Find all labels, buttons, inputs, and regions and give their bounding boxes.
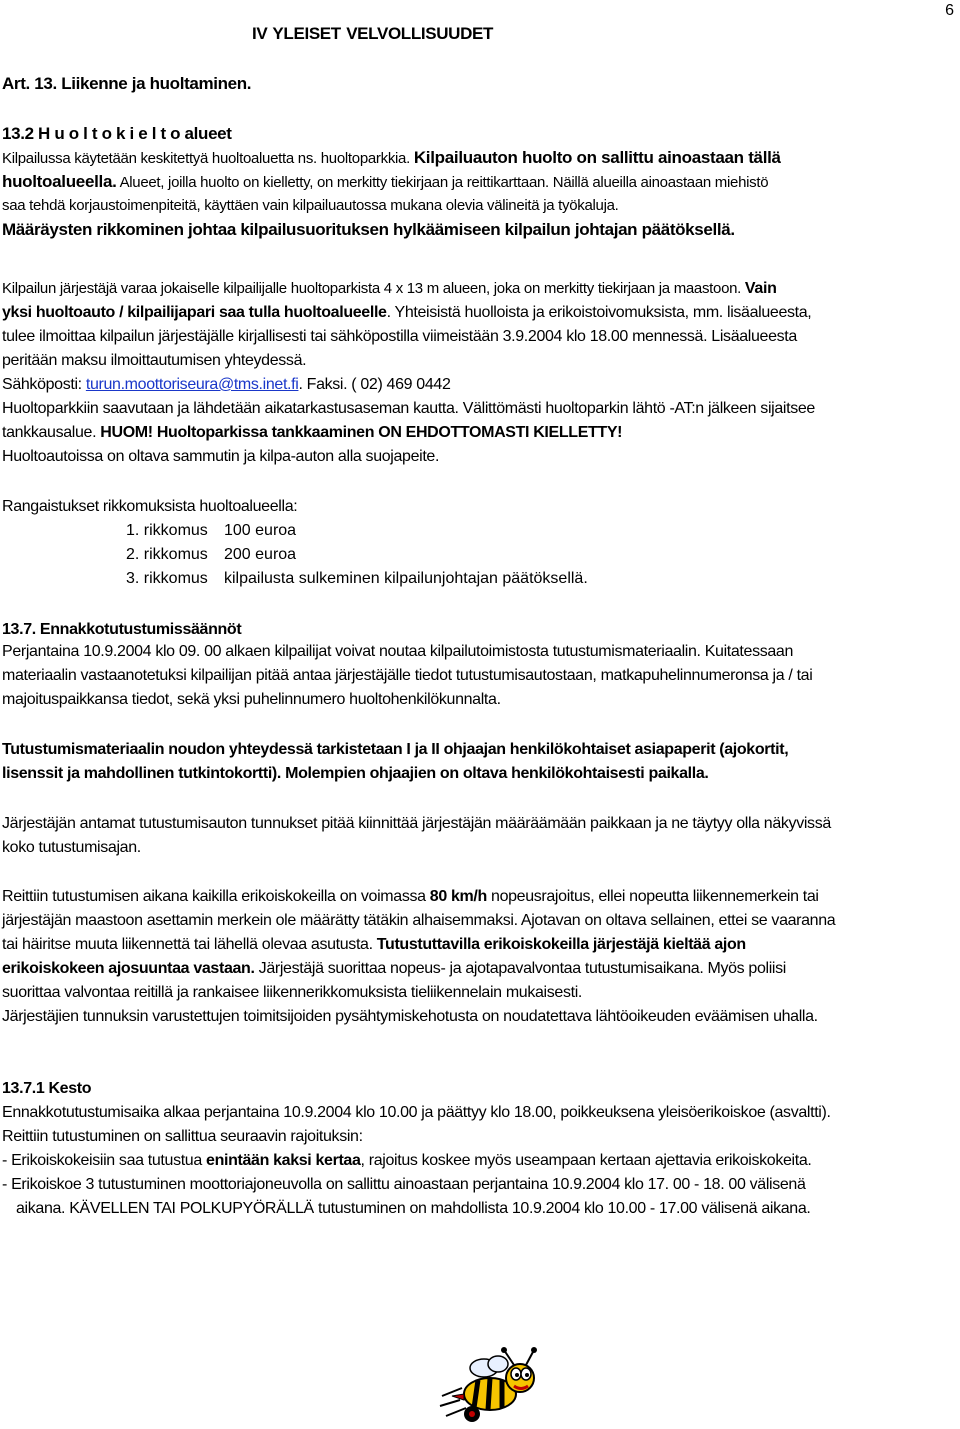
s1371-bullet1: - Erikoiskokeisiin saa tutustua enintään kaksi kertaa, rajoitus koskee myös useampaan kertaan ajettavia erikoiskokeita. [2, 1152, 812, 1169]
s132-p1-line3: saa tehdä korjaustoimenpiteitä, käyttäen vain kilpailuautossa mukana olevia välineitä ja työkaluja. [2, 197, 619, 214]
s137-p2-line1: Tutustumismateriaalin noudon yhteydessä tarkistetaan I ja II ohjaajan henkilökohtaiset asiapaperit (ajokortit, [2, 741, 789, 758]
s132-p2-line1: Kilpailun järjestäjä varaa jokaiselle kilpailijalle huoltoparkista 4 x 13 m alueen, joka on merkitty tiekirjaan ja maastoon. Vain [2, 280, 777, 297]
s137-p3-line1: Järjestäjän antamat tutustumisauton tunnukset pitää kiinnittää järjestäjän määräämään paikkaan ja ne täytyy olla näkyvissä [2, 815, 831, 832]
s132-p2-line2: yksi huoltoauto / kilpailijapari saa tulla huoltoalueelle. Yhteisistä huolloista ja erikoistoivomuksista, mm. lisäalueesta, [2, 304, 812, 321]
section-13-2-heading: 13.2 H u o l t o k i e l t o alueet [2, 124, 232, 143]
s137-p4-line1: Reittiin tutustumisen aikana kaikilla erikoiskokeilla on voimassa 80 km/h nopeusrajoitus, ellei nopeutta liikennemerkein tai [2, 888, 819, 905]
s1371-line1: Ennakkotutustumisaika alkaa perjantaina 10.9.2004 klo 10.00 ja päättyy klo 18.00, poikkeuksena yleisöerikoiskoe (asvaltti). [2, 1104, 831, 1121]
s137-p4-line5: suorittaa valvontaa reitillä ja rankaisee liikennerikkomuksista tieliikennelain mukaisesti. [2, 984, 582, 1001]
s132-p2-line8: Huoltoautoissa on oltava sammutin ja kilpa-auton alla suojapeite. [2, 448, 440, 465]
s137-p1-line1: Perjantaina 10.9.2004 klo 09. 00 alkaen kilpailijat voivat noutaa kilpailutoimistosta tutustumismateriaalin. Kuitatessaan [2, 643, 794, 660]
s137-p4-line2: järjestäjän maastoon asettamin merkein ole määrätty tätäkin alhaisemmaksi. Ajotavan on oltava sellainen, ettei se vaaranna [2, 912, 836, 929]
s132-p2-line6: Huoltoparkkiin saavutaan ja lähdetään aikatarkastusaseman kautta. Välittömästi huoltoparkin lähtö -AT:n jälkeen sijaitsee [2, 400, 815, 417]
s132-p1-line4: Määräysten rikkominen johtaa kilpailusuorituksen hylkäämiseen kilpailun johtajan päätöksellä. [2, 220, 735, 239]
section-13-7-1-heading: 13.7.1 Kesto [2, 1080, 92, 1097]
s137-p3-line2: koko tutustumisajan. [2, 839, 141, 856]
s137-p1-line2: materiaalin vastaanotetuksi kilpailijan pitää antaa järjestäjälle tiedot tutustumisautostaan, matkapuhelinnumeronsa ja / tai [2, 667, 813, 684]
s137-p1-line3: majoituspaikkansa tiedot, sekä yksi puhelinnumero huoltohenkilökunnalta. [2, 691, 501, 708]
s132-p2-line4: peritään maksu ilmoittautumisen yhteydessä. [2, 352, 307, 369]
s132-p1-line1: Kilpailussa käytetään keskitettyä huoltoaluetta ns. huoltoparkkia. Kilpailuauton huolto on sallittu ainoastaan tällä [2, 148, 781, 167]
s1371-line2: Reittiin tutustuminen on sallittua seuraavin rajoituksin: [2, 1128, 363, 1145]
penalty-row: 2. rikkomus 200 euroa [126, 546, 297, 563]
s132-contact-line: Sähköposti: turun.moottoriseura@tms.inet.fi. Faksi. ( 02) 469 0442 [2, 376, 451, 393]
email-link[interactable]: turun.moottoriseura@tms.inet.fi [85, 376, 299, 393]
s132-p2-line7: tankkausalue. HUOM! Huoltoparkissa tankkaaminen ON EHDOTTOMASTI KIELLETTY! [2, 424, 623, 441]
chapter-title: IV YLEISET VELVOLLISUUDET [252, 24, 494, 43]
s137-p4-line6: Järjestäjien tunnuksin varustettujen toimitsijoiden pysähtymiskehotusta on noudatettava lähtöoikeuden eväämisen uhalla. [2, 1008, 818, 1025]
bee-mascot-logo [438, 1344, 550, 1424]
s137-p4-line3: tai häiritse muuta liikennettä tai lähellä olevaa asutusta. Tutustuttavilla erikoiskokeilla järjestäjä kieltää ajon [2, 936, 746, 953]
penalty-row: 3. rikkomus kilpailusta sulkeminen kilpailunjohtajan päätöksellä. [126, 570, 588, 587]
section-13-7-heading: 13.7. Ennakkotutustumissäännöt [2, 621, 242, 638]
penalty-row: 1. rikkomus 100 euroa [126, 522, 297, 539]
article-title: Art. 13. Liikenne ja huoltaminen. [2, 74, 252, 93]
s1371-bullet2-line1: - Erikoiskoe 3 tutustuminen moottoriajoneuvolla on sallittu ainoastaan perjantaina 10.9.2004 klo 17. 00 - 18. 00 välisenä [2, 1176, 806, 1193]
s137-p2-line2: lisenssit ja mahdollinen tutkintokortti). Molempien ohjaajien on oltava henkilökohtaisesti paikalla. [2, 765, 709, 782]
penalties-title: Rangaistukset rikkomuksista huoltoalueella: [2, 498, 298, 515]
s1371-bullet2-line2: aikana. KÄVELLEN TAI POLKUPYÖRÄLLÄ tutustuminen on mahdollista 10.9.2004 klo 10.00 - 17.00 välisenä aikana. [16, 1200, 811, 1217]
s137-p4-line4: erikoiskokeen ajosuuntaa vastaan. Järjestäjä suorittaa nopeus- ja ajotapavalvontaa tutustumisaikana. Myös poliisi [2, 960, 786, 977]
s132-p2-line3: tulee ilmoittaa kilpailun järjestäjälle kirjallisesti tai sähköpostilla viimeistään 3.9.2004 klo 18.00 mennessä. Lisäalueesta [2, 328, 797, 345]
s132-p1-line2: huoltoalueella. Alueet, joilla huolto on kielletty, on merkitty tiekirjaan ja reittikarttaan. Näillä alueilla ainoastaan miehistö [2, 172, 769, 191]
page-number: 6 [945, 2, 954, 19]
